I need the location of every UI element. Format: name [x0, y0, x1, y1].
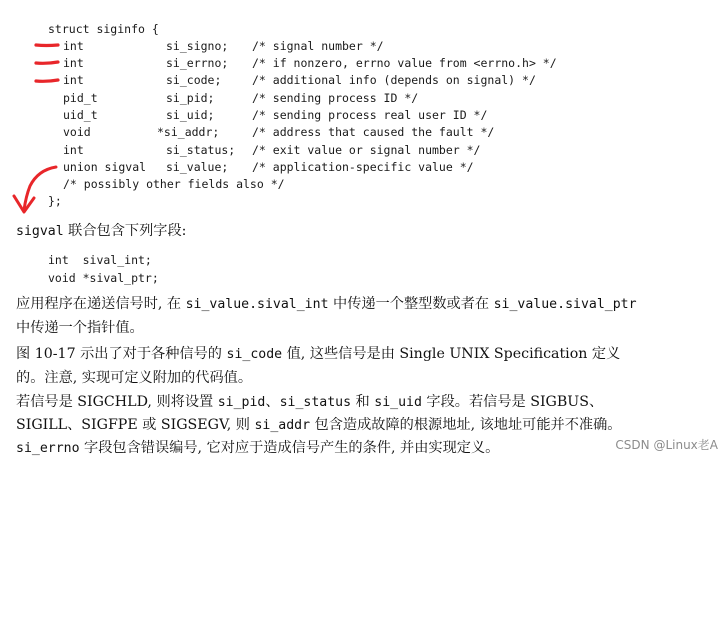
prose-text: 应用程序在递送信号时, 在 [16, 296, 186, 312]
inline-code: si_pid [217, 395, 266, 410]
prose-text: 中传递一个整型数或者在 [328, 296, 494, 312]
prose-text: 包含造成故障的根源地址, 该地址可能并不准确。 [310, 417, 622, 433]
prose-text: SIGILL、SIGFPE 或 SIGSEGV, 则 [16, 417, 255, 433]
field-name: si_value; [166, 160, 229, 174]
prose-text: 字段。若信号是 SIGBUS、 [421, 394, 604, 410]
field-comment: /* sending process ID */ [252, 91, 419, 105]
prose-text: 若信号是 SIGCHLD, 则将设置 [16, 394, 218, 410]
sigval-field: int sival_int; [48, 253, 152, 267]
possibly-comment: /* possibly other fields also */ [63, 177, 285, 191]
field-name: si_uid; [166, 108, 215, 122]
field-type: uid_t [63, 108, 98, 122]
inline-code: si_errno [16, 441, 80, 456]
field-name: si_status; [166, 143, 236, 157]
field-name: si_signo; [166, 39, 229, 53]
red-underline-mark [36, 80, 58, 81]
struct-closing: }; [48, 194, 62, 208]
field-type: void [63, 125, 91, 139]
field-type: pid_t [63, 91, 98, 105]
field-type: int [63, 39, 84, 53]
sigval-intro [16, 221, 186, 242]
prose-text: 字段包含错误编号, 它对应于造成信号产生的条件, 并由实现定义。 [79, 440, 500, 456]
prose-text: 、 [265, 394, 280, 410]
underline-stroke-errno [36, 62, 58, 63]
inline-code: si_status [279, 395, 352, 410]
para1-line1 [16, 294, 637, 315]
red-underline-mark [36, 45, 58, 46]
csdn-watermark: CSDN @Linux老A [615, 438, 718, 452]
struct-header: struct siginfo { [48, 22, 159, 36]
para3-line3 [16, 438, 499, 459]
prose-text: 值, 这些信号是由 Single UNIX Specification 定义 [282, 346, 621, 362]
underline-stroke-signo [36, 45, 58, 46]
field-name: si_pid; [166, 91, 215, 105]
prose-text: 中传递一个指针值。 [16, 320, 144, 336]
field-comment: /* if nonzero, errno value from <errno.h> */ [252, 56, 557, 70]
inline-code: si_value.sival_int [185, 297, 329, 312]
field-comment: /* address that caused the fault */ [252, 125, 495, 139]
para3-line1 [16, 392, 603, 413]
field-comment: /* signal number */ [252, 39, 384, 53]
para2-line1 [16, 344, 620, 365]
field-comment: /* additional info (depends on signal) */ [252, 73, 536, 87]
inline-code: si_uid [374, 395, 422, 410]
para1-line2 [16, 318, 144, 338]
field-name: si_errno; [166, 56, 229, 70]
para2-line2 [16, 368, 252, 388]
prose-text: 和 [351, 394, 375, 410]
field-comment: /* application-specific value */ [252, 160, 474, 174]
inline-code: si_code [226, 347, 283, 362]
field-name: *si_addr; [157, 125, 220, 139]
field-type: union sigval [63, 160, 147, 174]
field-type: int [63, 73, 84, 87]
red-underline-mark [36, 62, 58, 63]
prose-text: 的。注意, 实现可定义附加的代码值。 [16, 370, 253, 386]
field-comment: /* exit value or signal number */ [252, 143, 481, 157]
sigval-intro-text: 联合包含下列字段: [63, 223, 187, 239]
field-name: si_code; [166, 73, 222, 87]
sigval-code: sigval [16, 224, 64, 239]
arrow-head [14, 196, 34, 212]
sigval-field: void *sival_ptr; [48, 271, 159, 285]
underline-stroke-code [36, 80, 58, 81]
inline-code: si_addr [254, 418, 311, 433]
para3-line2 [16, 415, 622, 436]
field-comment: /* sending process real user ID */ [252, 108, 488, 122]
field-type: int [63, 56, 84, 70]
field-type: int [63, 143, 84, 157]
inline-code: si_value.sival_ptr [493, 297, 637, 312]
prose-text: 图 10-17 示出了对于各种信号的 [16, 346, 227, 362]
